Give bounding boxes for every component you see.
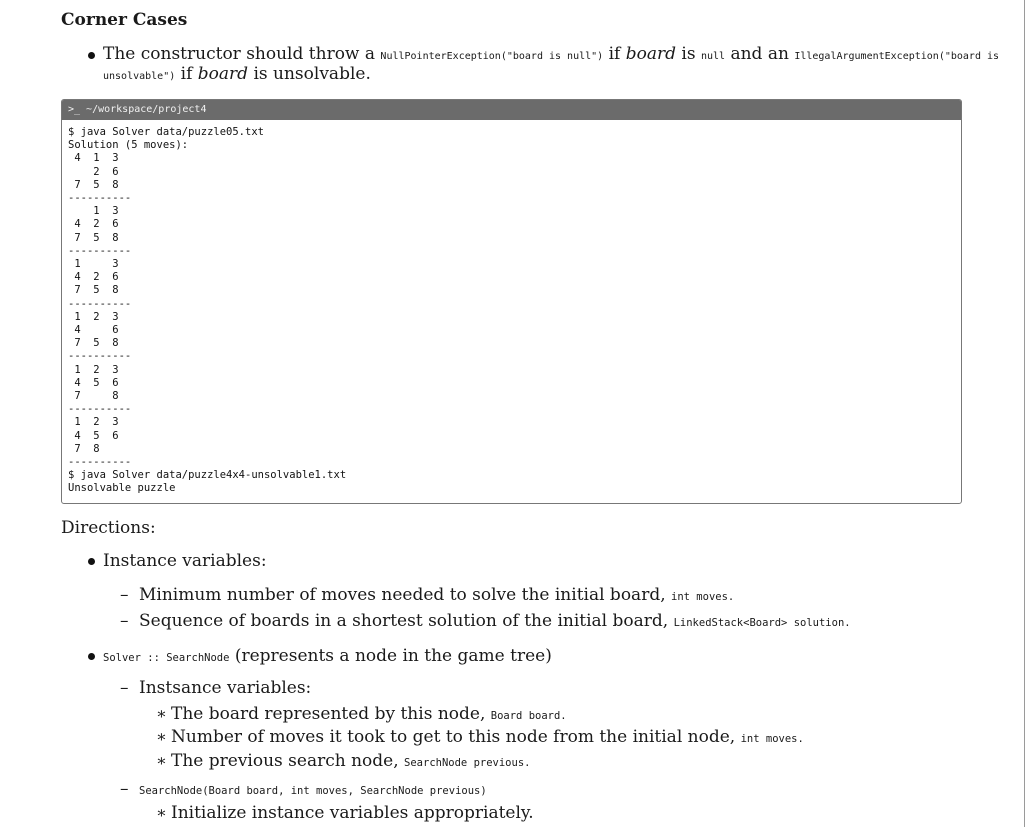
bullet-dot-icon — [88, 52, 95, 59]
terminal-line: 4 1 3 — [68, 152, 119, 165]
text-run: if — [175, 64, 198, 84]
terminal-line: 7 5 8 — [68, 178, 119, 191]
star-bullet-icon: ∗ — [156, 704, 167, 723]
sn-previous-item — [171, 751, 530, 771]
bullet-dot-icon — [88, 558, 95, 565]
code-int-moves: int moves. — [740, 733, 804, 745]
sn-board-item — [171, 704, 567, 724]
code-unsolvable: unsolvable") — [103, 71, 176, 82]
terminal-line: $ java Solver data/puzzle4x4-unsolvable1.txt — [68, 469, 347, 482]
iv-solution-item — [139, 611, 851, 631]
terminal-output — [68, 126, 955, 496]
terminal-line: 1 3 — [68, 258, 119, 271]
dash-bullet-icon: – — [120, 611, 129, 631]
code-int-moves: int moves. — [671, 591, 735, 603]
terminal-line: 2 6 — [68, 165, 119, 178]
terminal-line: 4 2 6 — [68, 218, 119, 231]
code-null-pointer: NullPointerException("board is null") — [380, 51, 604, 62]
dash-bullet-icon: – — [120, 779, 129, 799]
text-run: Sequence of boards in a shortest solution of the initial board, — [139, 611, 674, 631]
terminal-line: $ java Solver data/puzzle05.txt — [68, 126, 264, 138]
terminal-line: 4 5 6 — [68, 376, 119, 389]
terminal-line: ---------- — [68, 244, 132, 257]
italic-board: board — [625, 44, 676, 64]
ctor-item — [139, 779, 487, 799]
sn-instance-vars-label: Instsance variables: — [139, 678, 312, 698]
text-run: Minimum number of moves needed to solve the initial board, — [139, 585, 672, 605]
terminal-title-bar: >_ ~/workspace/project4 — [62, 100, 961, 120]
terminal-line: 4 5 6 — [68, 429, 119, 442]
terminal-window — [61, 99, 962, 504]
sn-moves-item — [171, 727, 804, 747]
italic-board: board — [197, 64, 249, 84]
star-bullet-icon: ∗ — [156, 803, 167, 822]
terminal-line: 7 8 — [68, 390, 119, 403]
terminal-line: 7 5 8 — [68, 284, 119, 297]
text-run: is — [676, 44, 701, 64]
terminal-line: 1 3 — [68, 205, 119, 218]
text-run: Number of moves it took to get to this node from the initial node, — [171, 727, 741, 747]
code-searchnode-previous: SearchNode previous. — [404, 757, 531, 769]
corner-case-text — [103, 44, 999, 64]
terminal-line: 4 6 — [68, 324, 119, 337]
terminal-line: 7 5 8 — [68, 231, 119, 244]
terminal-line: 7 8 — [68, 442, 100, 455]
code-illegal-argument: IllegalArgumentException("board is — [794, 51, 1000, 62]
terminal-line: Unsolvable puzzle — [68, 482, 176, 495]
iv-moves-item — [139, 585, 734, 605]
terminal-line: 1 2 3 — [68, 310, 119, 323]
code-linked-stack: LinkedStack<Board> solution. — [673, 617, 851, 629]
terminal-line: Solution (5 moves): — [68, 139, 189, 152]
code-constructor: SearchNode(Board board, int moves, SearchNode previous) — [139, 785, 487, 797]
directions-heading: Directions: — [61, 518, 156, 538]
dash-bullet-icon: – — [120, 678, 129, 698]
instance-vars-label: Instance variables: — [103, 551, 267, 571]
star-bullet-icon: ∗ — [156, 751, 167, 770]
terminal-line: ---------- — [68, 456, 132, 469]
terminal-line: ---------- — [68, 297, 132, 310]
dash-bullet-icon: – — [120, 585, 129, 605]
text-run: The board represented by this node, — [171, 704, 491, 724]
section-title: Corner Cases — [61, 10, 188, 30]
text-run: if — [603, 44, 626, 64]
terminal-line: 1 2 3 — [68, 416, 119, 429]
ctor-init-item: Initialize instance variables appropriately. — [171, 803, 534, 823]
code-board: Board board. — [490, 710, 567, 722]
code-searchnode: Solver :: SearchNode — [103, 652, 230, 664]
searchnode-item — [103, 646, 552, 666]
terminal-line: 4 2 6 — [68, 271, 119, 284]
terminal-line: 1 2 3 — [68, 363, 119, 376]
bullet-dot-icon — [88, 653, 95, 660]
corner-case-text-cont — [103, 64, 371, 84]
text-run: is unsolvable. — [248, 64, 371, 84]
text-run: (represents a node in the game tree) — [229, 646, 552, 666]
terminal-line: ---------- — [68, 192, 132, 205]
terminal-line: ---------- — [68, 403, 132, 416]
terminal-line: 7 5 8 — [68, 337, 119, 350]
code-null: null — [700, 51, 726, 62]
star-bullet-icon: ∗ — [156, 727, 167, 746]
text-run: The previous search node, — [171, 751, 405, 771]
terminal-line: ---------- — [68, 350, 132, 363]
text-run: The constructor should throw a — [103, 44, 381, 64]
text-run: and an — [725, 44, 795, 64]
